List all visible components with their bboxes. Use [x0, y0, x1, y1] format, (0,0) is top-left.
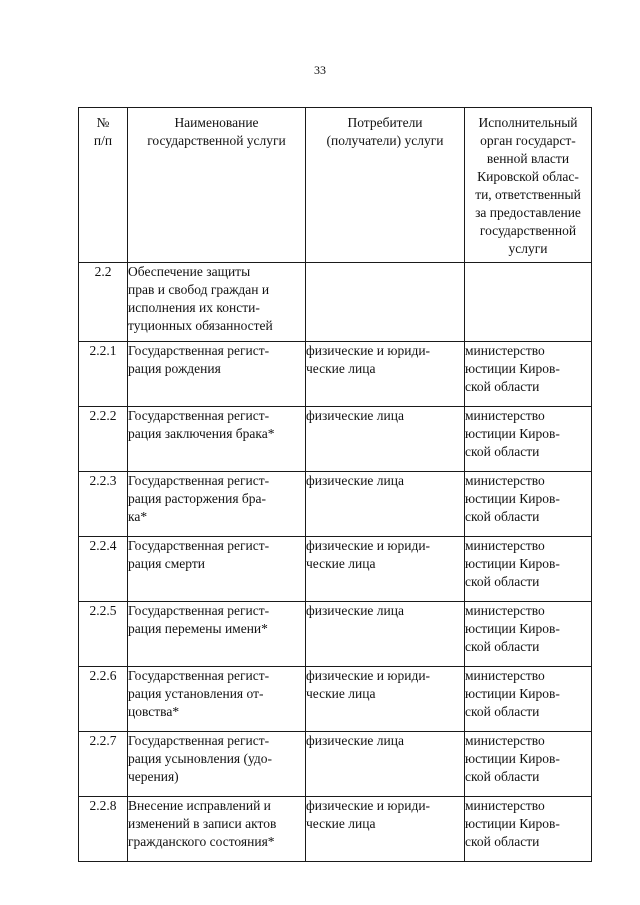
row-service-name: Государственная регист- рация заключения брака* [128, 407, 306, 472]
row-service-name: Государственная регист- рация перемены имени* [128, 602, 306, 667]
table-header-row [79, 108, 592, 263]
row-service-name: Государственная регист- рация установления от- цовства* [128, 667, 306, 732]
row-consumers: физические лица [306, 602, 465, 667]
table-row [79, 472, 592, 537]
header-consumers: Потребители (получатели) услуги [306, 108, 465, 263]
row-service-name: Внесение исправлений и изменений в записи актов гражданского состояния* [128, 797, 306, 862]
row-consumers: физические и юриди- ческие лица [306, 537, 465, 602]
row-consumers: физические и юриди- ческие лица [306, 342, 465, 407]
row-agency: министерство юстиции Киров- ской области [465, 537, 592, 602]
row-number: 2.2.8 [79, 797, 128, 862]
row-consumers: физические и юриди- ческие лица [306, 667, 465, 732]
table-row [79, 732, 592, 797]
table-row [79, 537, 592, 602]
row-agency: министерство юстиции Киров- ской области [465, 602, 592, 667]
row-agency: министерство юстиции Киров- ской области [465, 797, 592, 862]
row-number: 2.2.4 [79, 537, 128, 602]
page-number: 33 [314, 63, 326, 77]
header-service-name: Наименование государственной услуги [128, 108, 306, 263]
row-consumers: физические и юриди- ческие лица [306, 797, 465, 862]
row-number: 2.2.3 [79, 472, 128, 537]
public-services-table [78, 107, 592, 862]
row-agency: министерство юстиции Киров- ской области [465, 472, 592, 537]
table-row [79, 797, 592, 862]
row-service-name: Государственная регист- рация смерти [128, 537, 306, 602]
header-responsible-agency: Исполнительный орган государст- венной власти Кировской облас- ти, ответственный за предоставление государственной услуги [465, 108, 592, 263]
row-consumers: физические лица [306, 732, 465, 797]
group-agency [465, 263, 592, 342]
row-number: 2.2.6 [79, 667, 128, 732]
group-name: Обеспечение защиты прав и свобод граждан и исполнения их консти- туционных обязанностей [128, 263, 306, 342]
row-agency: министерство юстиции Киров- ской области [465, 732, 592, 797]
table-row [79, 667, 592, 732]
row-service-name: Государственная регист- рация расторжения бра- ка* [128, 472, 306, 537]
row-service-name: Государственная регист- рация усыновления (удо- черения) [128, 732, 306, 797]
row-number: 2.2.1 [79, 342, 128, 407]
row-service-name: Государственная регист- рация рождения [128, 342, 306, 407]
row-consumers: физические лица [306, 472, 465, 537]
row-number: 2.2.5 [79, 602, 128, 667]
row-consumers: физические лица [306, 407, 465, 472]
group-consumers [306, 263, 465, 342]
row-agency: министерство юстиции Киров- ской области [465, 407, 592, 472]
row-number: 2.2.7 [79, 732, 128, 797]
table-group-row [79, 263, 592, 342]
table-row [79, 342, 592, 407]
table-row [79, 407, 592, 472]
table-row [79, 602, 592, 667]
row-agency: министерство юстиции Киров- ской области [465, 342, 592, 407]
group-number: 2.2 [79, 263, 128, 342]
row-agency: министерство юстиции Киров- ской области [465, 667, 592, 732]
header-number: № п/п [79, 108, 128, 263]
row-number: 2.2.2 [79, 407, 128, 472]
